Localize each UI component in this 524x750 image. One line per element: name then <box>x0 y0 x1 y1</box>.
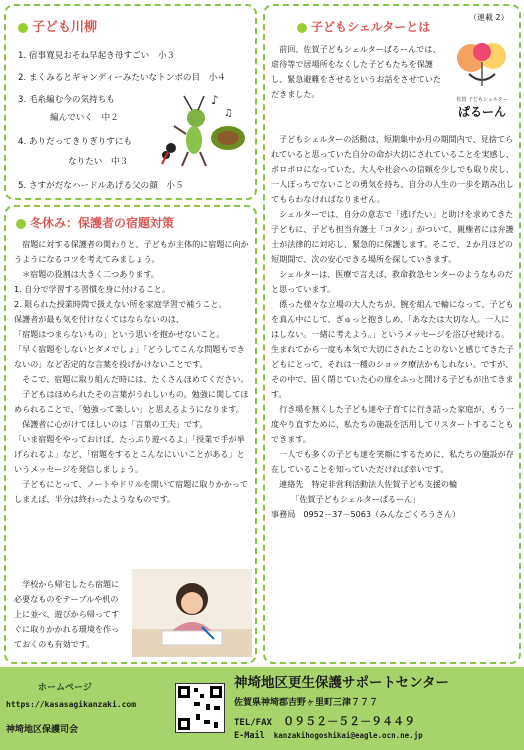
homework-para: 学校から帰宅したら宿題に必要なものをテーブルや机の上に並べ、遊びから帰ってすぐに取りかかれる環境を作っておくのも有効です。 <box>14 579 120 649</box>
bullet-icon <box>16 219 26 229</box>
address: 佐賀県神埼郡吉野ヶ里町三津７７７ <box>234 698 379 708</box>
homepage-url[interactable]: https://kasasagikanzaki.com <box>6 700 137 709</box>
homework-para: ＊宿題の役割は大きく二つあります。 <box>22 269 160 279</box>
svg-text:♪: ♪ <box>211 93 219 107</box>
shelter-contact: 「佐賀子どもシェルターぱるーん」 <box>291 494 421 504</box>
senryu-item: 2. まくみるとギャンディーみたいなトンボの目 小４ <box>18 73 226 83</box>
homework-para: 保護者が最も気を付けなくてはならないのは、 <box>14 314 184 324</box>
senryu-item: 1. 宿事寛見おそね早起き母すごい 小３ <box>18 51 176 61</box>
footer <box>0 667 524 750</box>
shelter-contact: 事務局 0952－37－5063（みんなごくろうさん） <box>271 509 461 519</box>
homework-para: 「宿題はつまらないもの」という思いを抱かせないこと。 <box>14 329 225 339</box>
homework-title-text: 冬休み：保護者の宿題対策 <box>30 216 175 230</box>
parun-logo-icon <box>449 40 515 92</box>
tel-number[interactable]: ０９５２－５２－９４４９ <box>283 715 416 728</box>
senryu-item: 3. 毛糸編む今の気持ちも <box>18 95 115 105</box>
tel-label: TEL/FAX <box>234 718 272 728</box>
grasshopper-illustration <box>156 90 251 170</box>
homepage-label: ホームページ <box>38 683 92 693</box>
shelter-title-text: 子どもシェルターとは <box>311 20 431 34</box>
shelter-para: 一人でも多くの子ども達を笑顔にするために、私たちの施設が存在していることを知っていただければ幸いです。 <box>271 449 514 474</box>
senryu-title-text: 子ども川柳 <box>32 20 98 35</box>
shelter-contact: 連絡先 特定非営利活動法人佐賀子ども支援の輪 <box>279 479 458 489</box>
society-name: 神埼地区保護司会 <box>6 725 79 735</box>
shelter-para: シェルターは、医療で言えば、救命救急センターのようなものだと思っています。 <box>271 269 514 294</box>
qr-code[interactable] <box>175 683 225 733</box>
shelter-para: 子どもシェルターの活動は、短期集中か月の期間内で、見捨てられていると思っていた自分の命が大切にされていることを実感し、ボロボロになっていた、大人や社会への信頼を少しでも取り戻し、一人ぼっちでないことの勇気を持ち、自分の人生の一歩を踏み出してもらわなければなりません。 <box>271 134 514 204</box>
tel-row <box>234 713 415 729</box>
homework-para: 2. 限られた授業時間で扱えない所を家庭学習で補うこと。 <box>14 299 227 309</box>
homework-para: 子どもはほめられたその言葉がうれしいもの。勉強に関してほめられることで、「勉強って楽しい」と思えるようになります。 <box>14 389 249 414</box>
center-name: 神埼地区更生保護サポートセンター <box>234 675 450 691</box>
mail-label: E-Mail <box>234 731 265 741</box>
homework-para: 保護者に心がけてほしいのは「言葉の工夫」です。 <box>22 419 208 429</box>
senryu-item: 4. ありだってきりぎりすにも <box>18 137 133 147</box>
parun-logo <box>449 40 515 120</box>
homework-para: そこで、宿題に取り組んだ時には、たくさんほめてください。 <box>22 374 249 384</box>
homework-para: 「早く宿題をしないとダメでしょ」「どうしてこんな問題もできないの」など否定的な言葉を投げかけないことです。 <box>14 344 245 369</box>
senryu-title <box>18 16 97 35</box>
shelter-para: 前回、佐賀子どもシェルターぱるーんでは、虐待等で居場所をなくした子どもたちを保護し、緊急避難をさせるというお話をさせていただきました。 <box>271 44 441 99</box>
child-studying-photo <box>132 569 252 657</box>
senryu-item: 5. さすがだなハードルあげる父の顔 小５ <box>18 181 184 191</box>
homework-title <box>16 214 174 231</box>
svg-text:♫: ♫ <box>224 108 233 119</box>
shelter-para: 行き場を無くした子ども達や子育てに行き詰った家庭が、もう一度やり直すために、私たちの施設を活用してリスタートすることもできます。 <box>271 404 514 444</box>
shelter-title <box>297 18 430 35</box>
qr-code-icon <box>176 684 224 732</box>
shelter-para: 係った様々な立場の大人たちが、腕を組んで輪になって、子どもを真ん中にして、ぎゅっと抱きしめ、「あなたは大切な人。一人にはしない。一緒に考えよう。」というメッセージを浴びせ続ける。生まれてから一度も本気で大切にされたことのないと感じてきた子どもにとって、それは一種のショック療法かもしれない。ですが、その中で、固く閉じていた心の扉をふっと開ける子どもが出てきます。 <box>271 299 514 399</box>
homework-panel <box>4 205 257 664</box>
mail-address[interactable]: kanzakihogoshikai@eagle.ocn.ne.jp <box>273 731 423 740</box>
logo-name: ぱるーん <box>457 105 506 119</box>
mail-row <box>234 731 423 741</box>
homework-para: 1. 自分で学習する習慣を身に付けること。 <box>14 284 170 294</box>
logo-caption: 佐賀 子どもシェルター <box>456 97 508 103</box>
senryu-item: なりたい 中３ <box>68 157 129 167</box>
bullet-icon <box>297 23 307 33</box>
serial-label: （連載 2） <box>469 13 509 22</box>
homework-para: 「いま宿題をやっておけば、たっぷり遊べるよ」「授業で手が挙げられるよ」など、「宿題をするとこんなにいいことがある」というメッセージを発信しましょう。 <box>14 434 245 474</box>
senryu-panel <box>4 4 257 200</box>
homework-para: 子どもにとって、ノートやドリルを開いて宿題に取りかかってしまえば、半分は終わったようなものです。 <box>14 479 248 504</box>
homework-para: 宿題に対する保護者の関わりと、子どもが主体的に宿題に向かうようになるコツを考えてみましょう。 <box>14 239 249 264</box>
shelter-panel <box>263 4 521 664</box>
senryu-item: 編んでいく 中２ <box>50 113 119 123</box>
bullet-icon <box>18 23 28 33</box>
shelter-para: シェルターでは、自分の意志で「逃げたい」と助けを求めてきた子どもに、子ども担当弁護士「コタン」がついて、親権者には弁護士が法律的に対応し、緊急的に保護します。そこで、２か月ほどの短期間で、次の安心できる場所を探していきます。 <box>271 209 514 264</box>
